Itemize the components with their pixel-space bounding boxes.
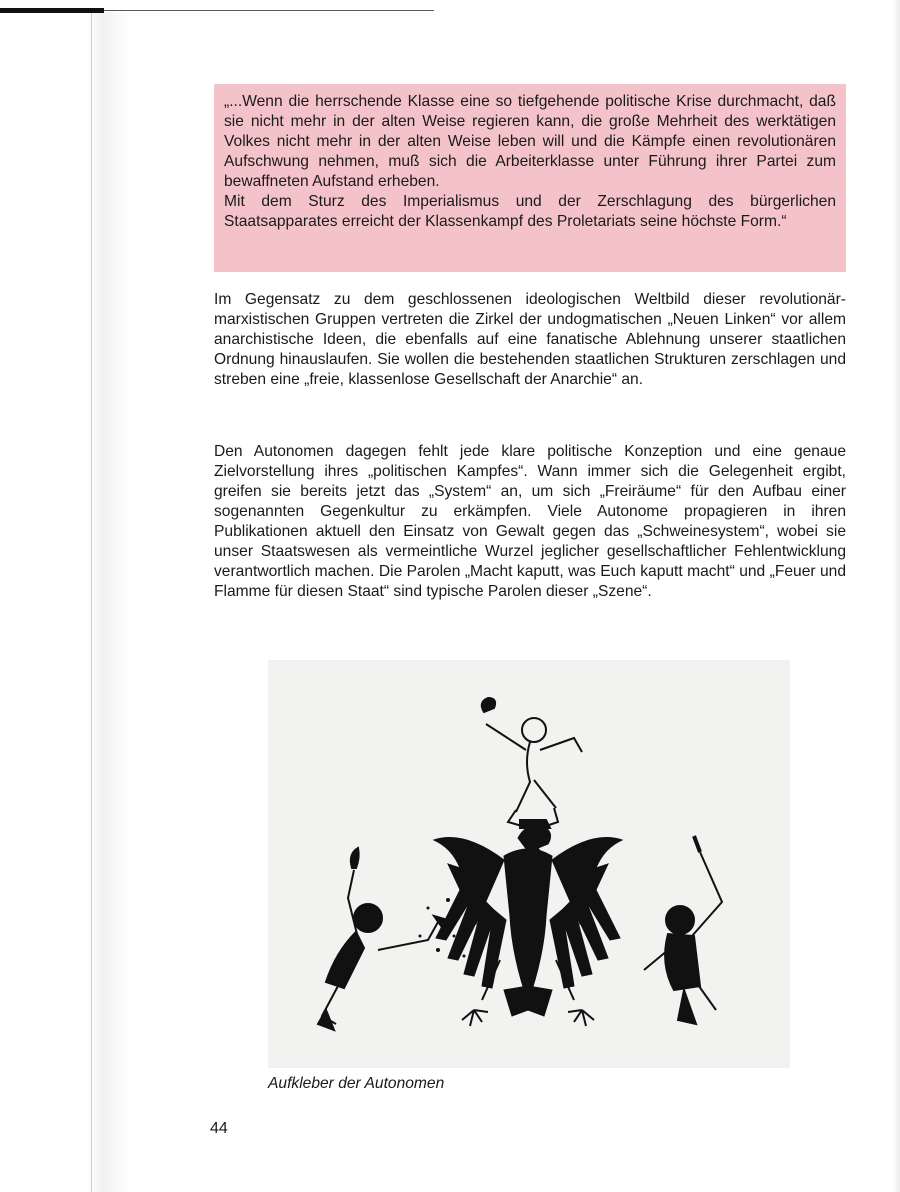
binding-line (91, 12, 92, 1192)
highlighted-quote (214, 84, 846, 272)
binding-shadow (88, 12, 130, 1192)
jumping-figure-icon (482, 698, 582, 828)
right-masked-figure-icon (644, 836, 722, 1024)
body-paragraph-1: Im Gegensatz zu dem geschlossenen ideologischen Weltbild dieser revolutionär-marxistischen Gruppen vertreten die Zirkel der undogmatischen „Neuen Linken“ vor allem anarchistische Ideen, die ebenfalls auf eine fanatische Ablehnung unserer staatlichen Ordnung hinauslaufen. Sie wollen die bestehenden staatlichen Strukturen zerschlagen und streben eine „freie, klassenlose Gesellschaft der Anarchie“ an. (214, 291, 846, 388)
page-number: 44 (210, 1120, 228, 1137)
top-rule-thin (104, 10, 434, 11)
body-paragraph-2: Den Autonomen dagegen fehlt jede klare politische Konzeption und eine genaue Zielvorstellung ihres „politischen Kampfes“. Wann immer sich die Gelegenheit ergibt, greifen sie bereits jetzt das „System“ an, um sich „Freiräume“ für den Aufbau einer sogenannten Gegenkultur zu erkämpfen. Viele Autonome propagieren in ihren Publikationen aktuell den Einsatz von Gewalt gegen das „Schweinesystem“, wobei sie unser Staatswesen als vermeintliche Wurzel jeglicher gesellschaftlicher Fehlentwicklung verantwortlich machen. Die Parolen „Macht kaputt, was Euch kaputt macht“ und „Feuer und Flamme für diesen Staat“ sind typische Parolen dieser „Szene“. (214, 443, 846, 600)
sticker-illustration (268, 660, 790, 1068)
left-masked-figure-icon (318, 848, 448, 1030)
figure-caption: Aufkleber der Autonomen (268, 1075, 445, 1092)
eagle-icon (434, 826, 622, 1016)
quote-paragraph-2: Mit dem Sturz des Imperialismus und der Zerschlagung des bürgerlichen Staatsapparates erreicht der Klassenkampf des Proletariats seine höchste Form.“ (224, 193, 836, 230)
page-edge (892, 0, 900, 1192)
quote-paragraph-1: „...Wenn die herrschende Klasse eine so tiefgehende politische Krise durchmacht, daß sie nicht mehr in der alten Weise regieren kann, die große Mehrheit des werktätigen Volkes nicht mehr in der alten Weise leben will und die Kämpfe einen revolutionären Aufschwung nehmen, muß sich die Arbeiterklasse unter Führung ihrer Partei zum bewaffneten Aufstand erheben. (224, 93, 836, 190)
top-rule (0, 8, 104, 13)
eagle-sticker-illustration-icon (268, 660, 790, 1068)
